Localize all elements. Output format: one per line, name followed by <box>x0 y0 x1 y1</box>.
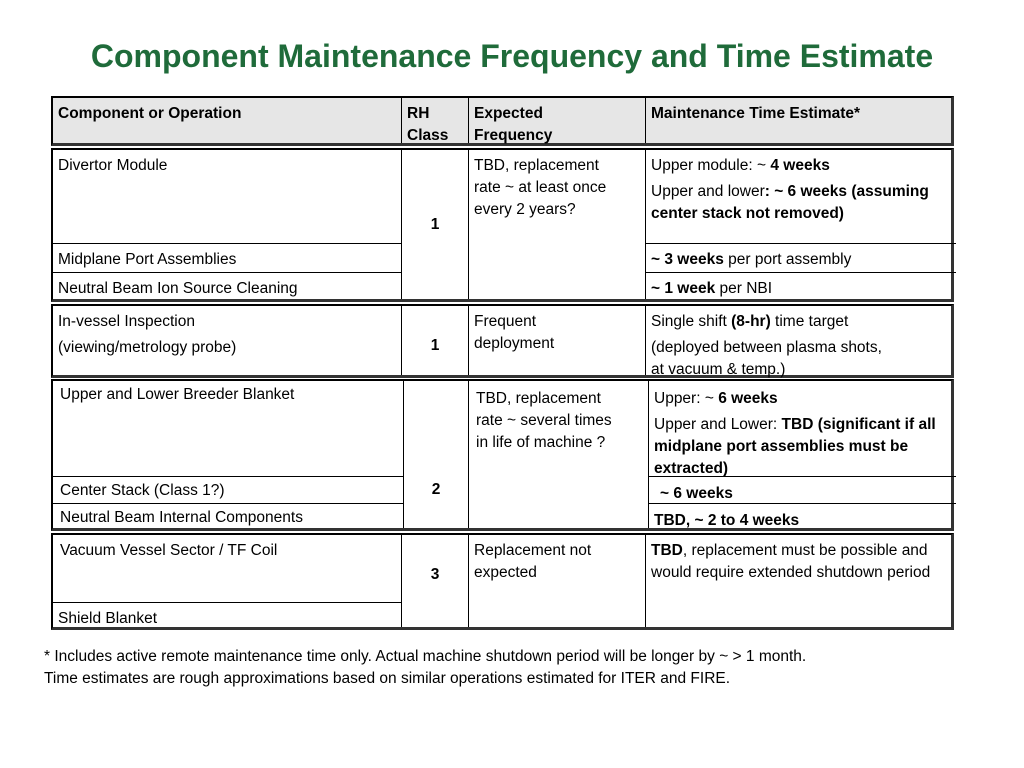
table-row-vacuum-vessel: Vacuum Vessel Sector / TF Coil <box>60 542 278 559</box>
frequency-line: in life of machine ? <box>476 434 606 451</box>
time-text: time target <box>770 313 849 330</box>
time-bold-text: 6 weeks <box>718 390 778 407</box>
table-row-divertor-module: Divertor Module <box>58 157 168 174</box>
time-bold-text: ~ 3 weeks <box>651 251 724 268</box>
rh-class-group-2: 1 <box>430 336 440 354</box>
table-row-midplane-port-assemblies: Midplane Port Assemblies <box>58 251 237 268</box>
footnote-line-1: * Includes active remote maintenance time only. Actual machine shutdown period will be longer by ~ > 1 month. <box>44 648 807 665</box>
header-frequency-line1: Expected <box>474 105 543 122</box>
time-text: per port assembly <box>723 251 852 268</box>
frequency-group-2 <box>469 308 645 358</box>
frequency-line: expected <box>474 564 537 581</box>
table-group-4 <box>51 533 954 630</box>
frequency-line: every 2 years? <box>474 201 576 218</box>
time-breeder-blanket <box>649 385 956 483</box>
table-row-nbi-source-cleaning: Neutral Beam Ion Source Cleaning <box>58 280 298 297</box>
rh-class-group-3: 2 <box>431 480 441 498</box>
time-vacuum-vessel <box>646 537 956 587</box>
time-midplane-port <box>646 246 956 274</box>
time-bold-text: ~ 1 week <box>651 280 716 297</box>
table-header-row <box>51 96 954 146</box>
time-text: per NBI <box>715 280 773 297</box>
header-frequency-line2: Frequency <box>474 127 553 144</box>
table-group-1 <box>51 148 954 302</box>
table-group-2 <box>51 304 954 378</box>
table-row-in-vessel-inspection <box>53 308 401 362</box>
header-rh-class <box>402 100 468 150</box>
frequency-group-3 <box>471 385 648 457</box>
frequency-line: TBD, replacement <box>474 157 599 174</box>
time-nbi-cleaning <box>646 275 956 303</box>
table-row-nbi-internal: Neutral Beam Internal Components <box>60 509 303 526</box>
header-rh-class-line1: RH <box>407 105 430 122</box>
rh-class-group-4: 3 <box>430 566 440 583</box>
frequency-group-1 <box>469 152 645 224</box>
table-row-breeder-blanket: Upper and Lower Breeder Blanket <box>60 386 295 403</box>
time-bold-text: : ~ 6 weeks (assuming center stack not removed) <box>651 183 929 222</box>
header-component: Component or Operation <box>58 105 242 122</box>
time-text: Upper and Lower: <box>654 416 782 433</box>
time-text: , replacement must be possible and would require extended shutdown period <box>651 542 931 581</box>
frequency-line: TBD, replacement <box>476 390 601 407</box>
frequency-line: rate ~ several times <box>476 412 612 429</box>
time-bold-text: (8-hr) <box>731 313 771 330</box>
time-text: Upper and lower <box>651 183 765 200</box>
time-text: at vacuum & temp.) <box>651 361 786 378</box>
time-bold-text: TBD (significant if all midplane port assemblies must be extracted) <box>654 416 936 477</box>
time-bold-text: TBD <box>651 542 683 559</box>
time-text: Single shift <box>651 313 732 330</box>
frequency-group-4 <box>469 537 645 587</box>
footnote <box>44 646 1004 690</box>
footnote-line-2: Time estimates are rough approximations based on similar operations estimated for ITER and FIRE. <box>44 670 731 687</box>
rh-class-group-1: 1 <box>430 216 440 233</box>
frequency-line: rate ~ at least once <box>474 179 607 196</box>
time-nbi-internal: TBD, ~ 2 to 4 weeks <box>654 512 800 529</box>
row-text: (viewing/metrology probe) <box>58 339 237 356</box>
time-divertor-module <box>646 152 956 228</box>
page-title: Component Maintenance Frequency and Time Estimate <box>90 38 934 74</box>
time-bold-text: 4 weeks <box>770 157 830 174</box>
time-in-vessel-inspection <box>646 308 956 384</box>
frequency-line: Frequent <box>474 313 537 330</box>
time-center-stack: ~ 6 weeks <box>660 485 733 502</box>
table-group-3 <box>51 379 954 531</box>
frequency-line: deployment <box>474 335 555 352</box>
table-row-center-stack: Center Stack (Class 1?) <box>60 482 225 499</box>
row-text: In-vessel Inspection <box>58 313 195 330</box>
table-row-shield-blanket: Shield Blanket <box>58 610 158 627</box>
time-text: Upper module: ~ <box>651 157 771 174</box>
time-text: Upper: ~ <box>654 390 719 407</box>
time-text: (deployed between plasma shots, <box>651 339 882 356</box>
header-time-estimate: Maintenance Time Estimate* <box>651 105 861 122</box>
frequency-line: Replacement not <box>474 542 592 559</box>
header-frequency <box>469 100 645 150</box>
header-rh-class-line2: Class <box>407 127 449 144</box>
